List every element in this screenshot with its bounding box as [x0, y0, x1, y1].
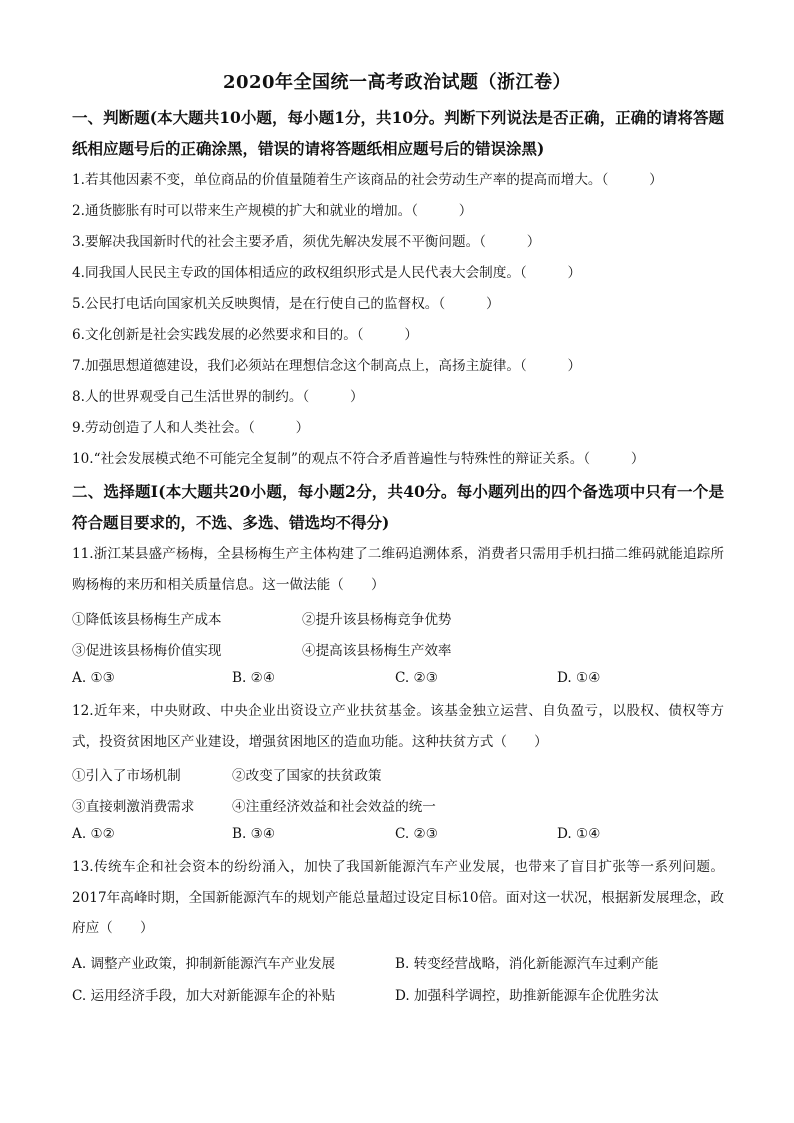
q12-statement-2: ②改变了国家的扶贫政策 — [232, 768, 382, 784]
q12-choice-b: B. ③④ — [232, 826, 276, 842]
q11-choice-b: B. ②④ — [232, 670, 276, 686]
section-1-heading: 一、判断题(本大题共10小题，每小题1分，共10分。判断下列说法是否正确，正确的请将答题纸相应题号后的正确涂黑，错误的请将答题纸相应题号后的错误涂黑) — [72, 108, 724, 158]
q12-choice-d: D. ①④ — [557, 826, 601, 842]
judgment-item-1: 1.若其他因素不变，单位商品的价值量随着生产该商品的社会劳动生产率的提高而增大。（ ） — [72, 172, 663, 188]
q13-choice-c: C. 运用经济手段，加大对新能源车企的补贴 — [72, 988, 336, 1004]
judgment-item-4: 4.同我国人民民主专政的国体相适应的政权组织形式是人民代表大会制度。（ ） — [72, 265, 582, 281]
q11-choice-c: C. ②③ — [395, 670, 438, 686]
question-13-stem: 13.传统车企和社会资本的纷纷涌入，加快了我国新能源汽车产业发展，也带来了盲目扩张等一系列问题。2017年高峰时期，全国新能源汽车的规划产能总量超过设定目标10倍。面对这一状况，根据新发展理念，政府应（ ） — [72, 859, 724, 936]
judgment-item-7: 7.加强思想道德建设，我们必须站在理想信念这个制高点上，高扬主旋律。（ ） — [72, 358, 582, 374]
q12-statement-4: ④注重经济效益和社会效益的统一 — [232, 799, 436, 815]
q12-statement-3: ③直接刺激消费需求 — [72, 799, 195, 815]
q11-statement-4: ④提高该县杨梅生产效率 — [302, 643, 452, 659]
judgment-item-10: 10.“社会发展模式绝不可能完全复制”的观点不符合矛盾普遍性与特殊性的辩证关系。（ ） — [72, 451, 645, 467]
q12-statement-1: ①引入了市场机制 — [72, 768, 181, 784]
q11-statement-2: ②提升该县杨梅竞争优势 — [302, 612, 452, 628]
judgment-item-8: 8.人的世界观受自己生活世界的制约。（ ） — [72, 389, 364, 405]
q12-choice-c: C. ②③ — [395, 826, 438, 842]
page-title: 2020年全国统一高考政治试题（浙江卷） — [222, 72, 572, 93]
section-2-heading: 二、选择题Ⅰ(本大题共20小题，每小题2分，共40分。每小题列出的四个备选项中只有一个是符合题目要求的，不选、多选、错选均不得分) — [72, 482, 724, 532]
q13-choice-b: B. 转变经营战略，消化新能源汽车过剩产能 — [395, 956, 659, 972]
question-11-stem: 11.浙江某县盛产杨梅，全县杨梅生产主体构建了二维码追溯体系，消费者只需用手机扫描二维码就能追踪所购杨梅的来历和相关质量信息。这一做法能（ ） — [72, 546, 724, 593]
q13-choice-a: A. 调整产业政策，抑制新能源汽车产业发展 — [72, 956, 336, 972]
q11-statement-1: ①降低该县杨梅生产成本 — [72, 612, 222, 628]
q11-choice-d: D. ①④ — [557, 670, 601, 686]
question-12-stem: 12.近年来，中央财政、中央企业出资设立产业扶贫基金。该基金独立运营、自负盈亏，以股权、债权等方式，投资贫困地区产业建设，增强贫困地区的造血功能。这种扶贫方式（ ） — [72, 703, 724, 750]
q12-choice-a: A. ①② — [72, 826, 115, 842]
judgment-item-2: 2.通货膨胀有时可以带来生产规模的扩大和就业的增加。（ ） — [72, 203, 473, 219]
q11-choice-a: A. ①③ — [72, 670, 115, 686]
q11-statement-3: ③促进该县杨梅价值实现 — [72, 643, 222, 659]
judgment-item-6: 6.文化创新是社会实践发展的必然要求和目的。（ ） — [72, 327, 419, 343]
judgment-item-5: 5.公民打电话向国家机关反映舆情，是在行使自己的监督权。（ ） — [72, 296, 500, 312]
judgment-item-3: 3.要解决我国新时代的社会主要矛盾，须优先解决发展不平衡问题。（ ） — [72, 234, 541, 250]
q13-choice-d: D. 加强科学调控，助推新能源车企优胜劣汰 — [395, 988, 659, 1004]
judgment-item-9: 9.劳动创造了人和人类社会。（ ） — [72, 420, 310, 436]
